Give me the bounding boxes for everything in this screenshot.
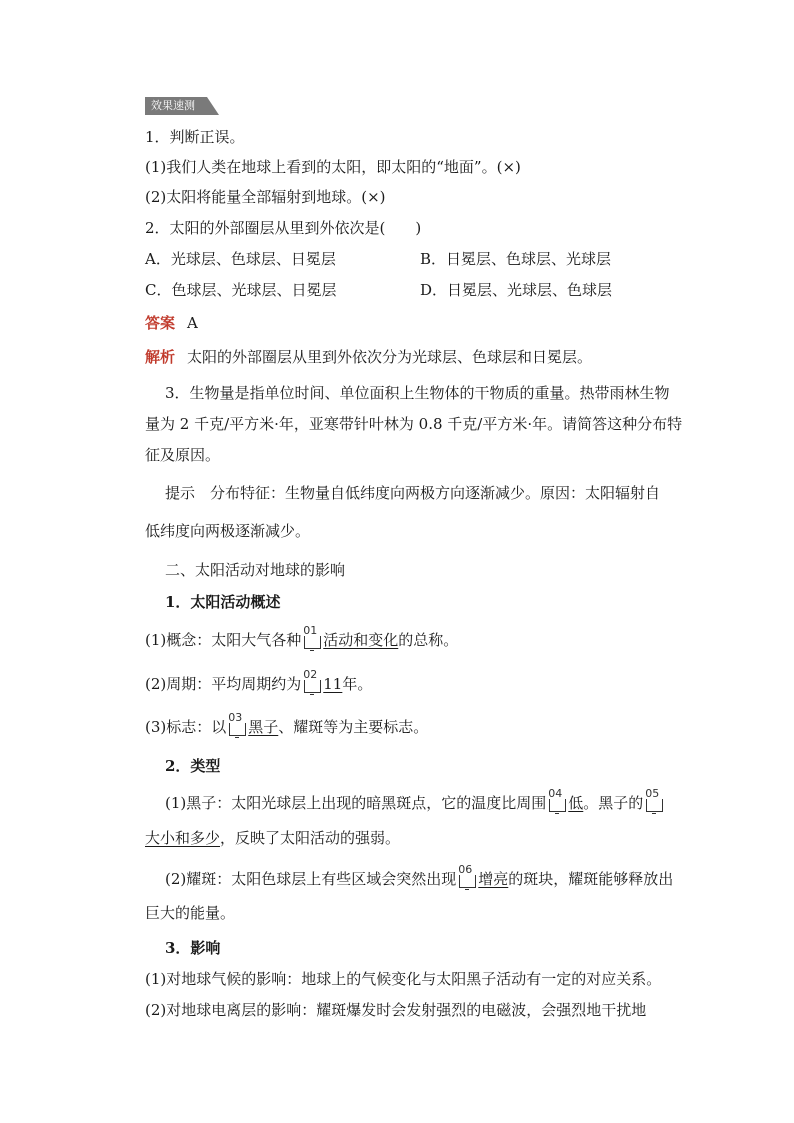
period-line bbox=[145, 668, 373, 694]
effect-climate: (1)对地球气候的影响：地球上的气候变化与太阳黑子活动有一定的对应关系。 bbox=[145, 970, 662, 988]
sign-line bbox=[145, 711, 429, 737]
subsection-types: 2．类型 bbox=[165, 757, 221, 775]
sunspot-prefix: (1)黑子：太阳光球层上出现的暗黑斑点，它的温度比周围 bbox=[165, 794, 547, 812]
effect-ionosphere: (2)对地球电离层的影响：耀斑爆发时会发射强烈的电磁波，会强烈地干扰地 bbox=[145, 1001, 647, 1019]
analysis-label: 解析 bbox=[145, 348, 176, 366]
sign-prefix: (3)标志：以 bbox=[145, 718, 227, 736]
q2-option-c: C．色球层、光球层、日冕层 bbox=[145, 281, 337, 299]
q2-answer bbox=[145, 313, 198, 333]
blank-number: 05 bbox=[645, 787, 660, 800]
q3-hint-line1: 提示 分布特征：生物量自低纬度向两极方向逐渐减少。原因：太阳辐射自 bbox=[165, 484, 661, 502]
flare-line2: 巨大的能量。 bbox=[145, 904, 236, 922]
concept-fill: 活动和变化 bbox=[323, 631, 399, 649]
q2-analysis bbox=[145, 347, 592, 367]
q2-option-b: B．日冕层、色球层、光球层 bbox=[420, 250, 612, 268]
q1-title: 1．判断正误。 bbox=[145, 128, 245, 146]
concept-line bbox=[145, 624, 459, 650]
blank-number: 06 bbox=[458, 863, 473, 876]
sunspot-line2 bbox=[145, 828, 400, 848]
q3-line1: 3．生物量是指单位时间、单位面积上生物体的干物质的重量。热带雨林生物 bbox=[165, 384, 670, 402]
blank-marker bbox=[303, 668, 321, 693]
sunspot-middle: 。黑子的 bbox=[583, 794, 644, 812]
effect-test-tag bbox=[145, 97, 219, 115]
concept-prefix: (1)概念：太阳大气各种 bbox=[145, 631, 302, 649]
q3-line3: 征及原因。 bbox=[145, 446, 221, 464]
sunspot-line bbox=[165, 787, 665, 813]
sign-suffix: 、耀斑等为主要标志。 bbox=[278, 718, 429, 736]
subsection-overview: 1．太阳活动概述 bbox=[165, 593, 281, 611]
blank-number: 03 bbox=[228, 711, 243, 724]
blank-number: 02 bbox=[303, 668, 318, 681]
answer-label: 答案 bbox=[145, 314, 176, 332]
blank-marker bbox=[303, 624, 321, 649]
blank-marker bbox=[645, 787, 663, 812]
sign-fill: 黑子 bbox=[248, 718, 279, 736]
q2-option-a: A．光球层、色球层、日冕层 bbox=[145, 250, 336, 268]
analysis-text: 太阳的外部圈层从里到外依次分为光球层、色球层和日冕层。 bbox=[187, 348, 593, 366]
subsection-effects: 3．影响 bbox=[165, 939, 221, 957]
blank-marker bbox=[228, 711, 246, 736]
period-fill: 11 bbox=[323, 675, 343, 693]
blank-marker bbox=[458, 863, 476, 888]
q2-title: 2．太阳的外部圈层从里到外依次是( ) bbox=[145, 219, 422, 237]
q3-hint-line2: 低纬度向两极逐渐减少。 bbox=[145, 522, 311, 540]
answer-value: A bbox=[187, 314, 198, 332]
tag-label: 效果速测 bbox=[151, 99, 195, 112]
sunspot-fill2: 大小和多少 bbox=[145, 829, 221, 847]
flare-line bbox=[165, 863, 674, 889]
blank-number: 01 bbox=[303, 624, 318, 637]
q1-item1: (1)我们人类在地球上看到的太阳，即太阳的“地面”。(×) bbox=[145, 158, 521, 176]
sunspot-suffix: ，反映了太阳活动的强弱。 bbox=[220, 829, 401, 847]
q1-item2: (2)太阳将能量全部辐射到地球。(×) bbox=[145, 188, 386, 206]
flare-fill: 增亮 bbox=[478, 870, 509, 888]
q3-line2: 量为 2 千克/平方米·年，亚寒带针叶林为 0.8 千克/平方米·年。请简答这种分布特 bbox=[145, 415, 683, 433]
section-heading: 二、太阳活动对地球的影响 bbox=[165, 561, 346, 579]
q2-option-d: D．日冕层、光球层、色球层 bbox=[420, 281, 613, 299]
flare-prefix: (2)耀斑：太阳色球层上有些区域会突然出现 bbox=[165, 870, 457, 888]
period-suffix: 年。 bbox=[342, 675, 373, 693]
period-prefix: (2)周期：平均周期约为 bbox=[145, 675, 302, 693]
flare-suffix: 的斑块，耀斑能够释放出 bbox=[508, 870, 674, 888]
blank-number: 04 bbox=[548, 787, 563, 800]
blank-marker bbox=[548, 787, 566, 812]
sunspot-fill: 低 bbox=[568, 794, 584, 812]
concept-suffix: 的总称。 bbox=[398, 631, 459, 649]
